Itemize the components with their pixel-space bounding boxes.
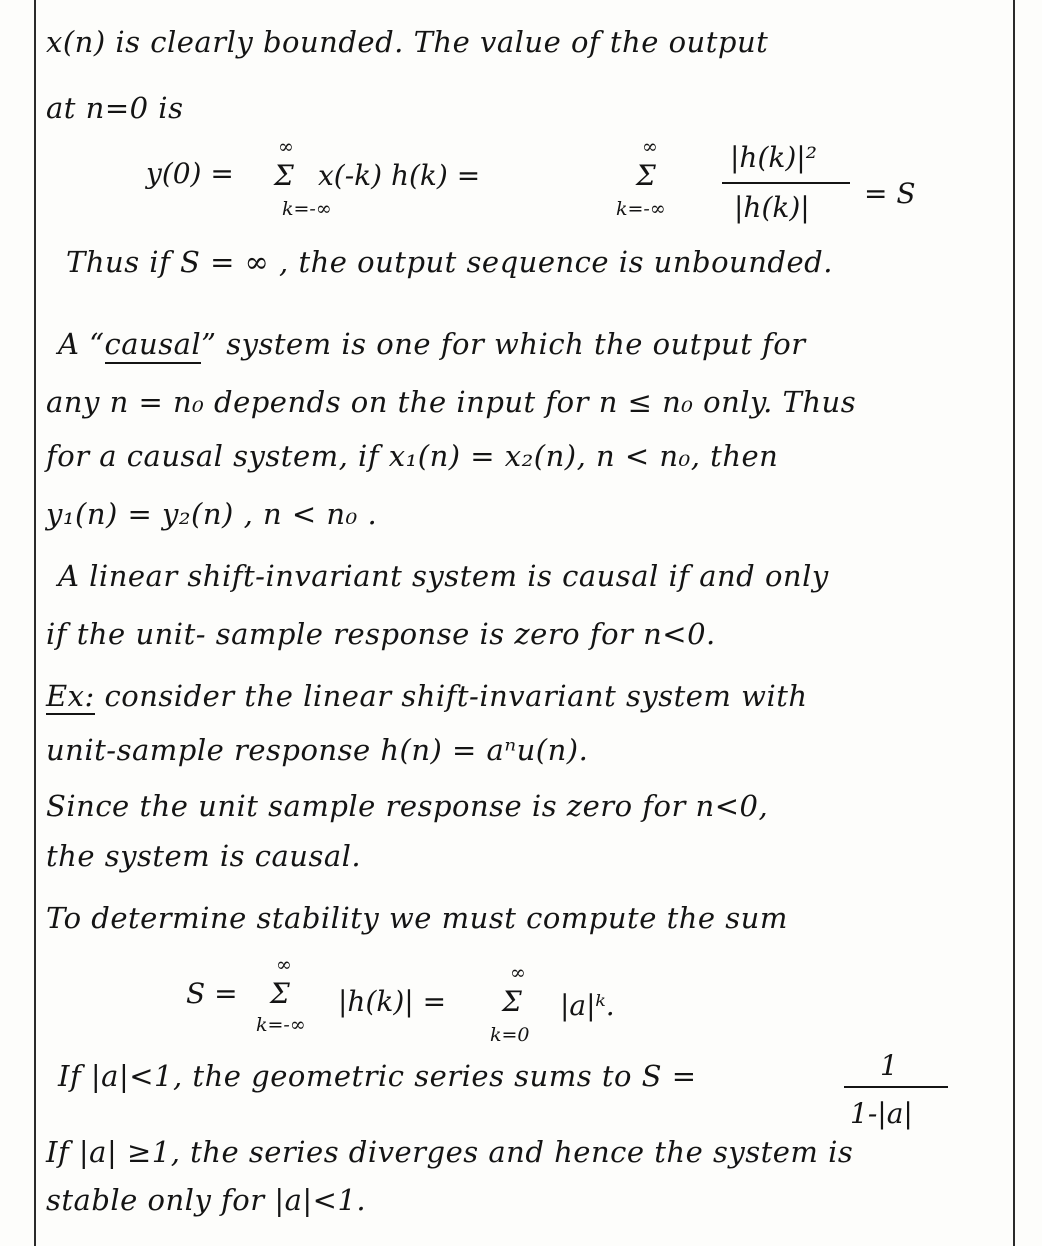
eq1-result: = S xyxy=(864,177,916,210)
text-line-9: if the unit- sample response is zero for n<0. xyxy=(46,617,716,651)
eq1-middle: x(-k) h(k) = xyxy=(318,159,481,192)
text-line-11: unit-sample response h(n) = aⁿu(n). xyxy=(46,733,589,767)
eq2-sum2-upper: ∞ xyxy=(510,962,526,984)
text-line-14: To determine stability we must compute the sum xyxy=(46,901,788,935)
example-label: Ex: xyxy=(46,679,95,713)
s-fraction-numerator: 1 xyxy=(880,1049,898,1082)
text-line-3: Thus if S = ∞ , the output sequence is unbounded. xyxy=(66,245,833,279)
text-line-7: y₁(n) = y₂(n) , n < n₀ . xyxy=(46,497,378,531)
eq1-sum2-lower: k=-∞ xyxy=(616,198,666,220)
text-line-17: stable only for |a|<1. xyxy=(46,1183,367,1217)
text-line-16: If |a| ≥1, the series diverges and hence the system is xyxy=(46,1135,854,1169)
right-margin-rule xyxy=(1013,0,1015,1246)
eq2-sum2-symbol: Σ xyxy=(502,985,522,1018)
eq2-lhs: S = xyxy=(186,977,238,1010)
text-line-6: for a causal system, if x₁(n) = x₂(n), n < n₀, then xyxy=(46,439,779,473)
s-fraction-bar xyxy=(844,1086,948,1088)
text-line-10 xyxy=(46,676,808,716)
eq1-sum1-upper: ∞ xyxy=(278,136,294,158)
eq1-lhs: y(0) = xyxy=(146,157,234,190)
quote-open: A “ xyxy=(58,327,105,361)
eq1-fraction-numerator: |h(k)|² xyxy=(730,141,817,174)
term-causal: causal xyxy=(105,327,202,364)
eq2-sum2-lower: k=0 xyxy=(490,1024,530,1046)
text-line-5: any n = n₀ depends on the input for n ≤ n₀ only. Thus xyxy=(46,385,857,419)
text-line-1: x(n) is clearly bounded. The value of the output xyxy=(46,25,769,59)
eq1-sum1-lower: k=-∞ xyxy=(282,198,332,220)
eq2-sum1-upper: ∞ xyxy=(276,954,292,976)
text-line-2: at n=0 is xyxy=(46,91,184,125)
eq1-sum1-symbol: Σ xyxy=(274,159,294,192)
text-line-12: Since the unit sample response is zero for n<0, xyxy=(46,789,769,823)
text-line-4 xyxy=(58,324,806,364)
eq1-fraction-bar xyxy=(722,182,850,184)
s-fraction-denominator: 1-|a| xyxy=(850,1097,913,1130)
text-line-8: A linear shift-invariant system is causal if and only xyxy=(58,559,829,593)
text-line-13: the system is causal. xyxy=(46,839,362,873)
text-line-15: If |a|<1, the geometric series sums to S = xyxy=(58,1059,697,1093)
causal-definition: ” system is one for which the output for xyxy=(201,327,806,361)
eq2-sum1-symbol: Σ xyxy=(270,977,290,1010)
eq1-sum2-upper: ∞ xyxy=(642,136,658,158)
example-text: consider the linear shift-invariant system with xyxy=(94,679,808,713)
eq2-middle: |h(k)| = xyxy=(338,985,447,1018)
eq2-rhs: |a|ᵏ. xyxy=(560,989,615,1022)
eq1-sum2-symbol: Σ xyxy=(636,159,656,192)
left-margin-rule xyxy=(34,0,36,1246)
eq2-sum1-lower: k=-∞ xyxy=(256,1014,306,1036)
eq1-fraction-denominator: |h(k)| xyxy=(734,191,810,224)
